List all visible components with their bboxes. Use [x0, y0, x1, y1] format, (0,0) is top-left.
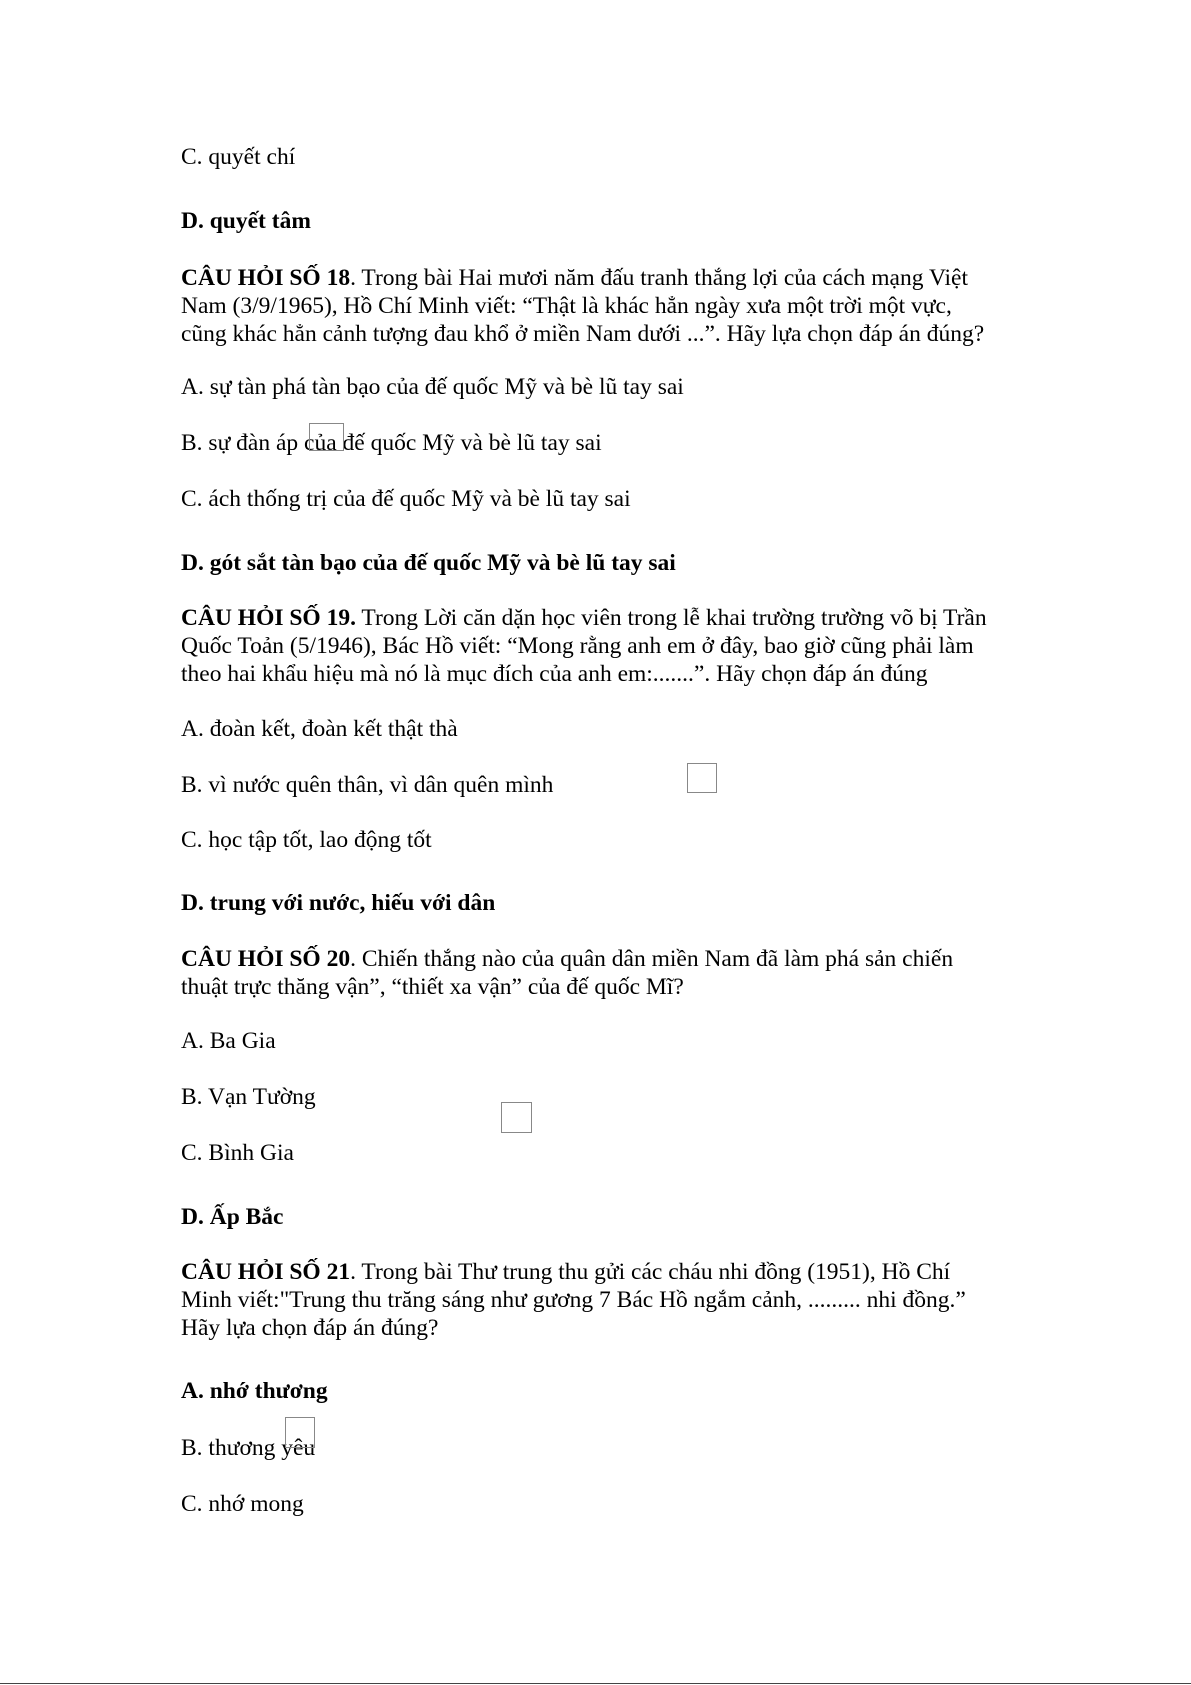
q21-text-line2: Minh viết:"Trung thu trăng sáng như gương 7 Bác Hồ ngắm cảnh, ......... nhi đồng.” [181, 1287, 966, 1313]
q17-option-d-answer: D. quyết tâm [181, 208, 311, 234]
q18-text-line2: Nam (3/9/1965), Hồ Chí Minh viết: “Thật là khác hẳn ngày xưa một trời một vực, [181, 293, 952, 319]
q20-text-1: . Chiến thắng nào của quân dân miền Nam đã làm phá sản chiến [350, 946, 954, 972]
q21-option-b: B. thương yêu [181, 1435, 316, 1461]
q21-text-line1 [181, 1258, 950, 1286]
q17-option-c: C. quyết chí [181, 144, 296, 170]
q18-option-a: A. sự tàn phá tàn bạo của đế quốc Mỹ và bè lũ tay sai [181, 374, 684, 400]
q20-option-b: B. Vạn Tường [181, 1084, 316, 1110]
q20-text-line2: thuật trực thăng vận”, “thiết xa vận” của đế quốc Mĩ? [181, 974, 684, 1000]
page-bottom-border [0, 1683, 1191, 1684]
q19-option-a: A. đoàn kết, đoàn kết thật thà [181, 716, 458, 742]
q18-text-line1 [181, 264, 968, 292]
q19-text-line3: theo hai khẩu hiệu mà nó là mục đích của anh em:.......”. Hãy chọn đáp án đúng [181, 661, 928, 687]
q20-label: CÂU HỎI SỐ 20 [181, 946, 351, 972]
q18-text-line3: cũng khác hẳn cảnh tượng đau khổ ở miền Nam dưới ...”. Hãy lựa chọn đáp án đúng? [181, 321, 985, 347]
checkbox-placeholder-4 [285, 1417, 315, 1448]
q18-option-b: B. sự đàn áp của đế quốc Mỹ và bè lũ tay sai [181, 430, 602, 456]
q19-option-b: B. vì nước quên thân, vì dân quên mình [181, 772, 554, 798]
q20-option-a: A. Ba Gia [181, 1028, 276, 1054]
q21-text-line3: Hãy lựa chọn đáp án đúng? [181, 1315, 439, 1341]
q21-label: CÂU HỎI SỐ 21 [181, 1259, 351, 1285]
q19-option-c: C. học tập tốt, lao động tốt [181, 827, 432, 853]
q21-text-1: . Trong bài Thư trung thu gửi các cháu nhi đồng (1951), Hồ Chí [350, 1259, 951, 1285]
q20-option-c: C. Bình Gia [181, 1140, 294, 1166]
checkbox-placeholder-1 [309, 423, 344, 451]
checkbox-placeholder-2 [687, 763, 717, 793]
q20-option-d-answer: D. Ấp Bắc [181, 1204, 284, 1230]
q18-option-d-answer: D. gót sắt tàn bạo của đế quốc Mỹ và bè lũ tay sai [181, 550, 676, 576]
q18-label: CÂU HỎI SỐ 18 [181, 265, 351, 291]
q21-option-a-answer: A. nhớ thương [181, 1378, 328, 1404]
q20-text-line1 [181, 945, 953, 973]
q19-text-1: Trong Lời căn dặn học viên trong lễ khai trường trường võ bị Trần [355, 605, 987, 631]
q21-option-c: C. nhớ mong [181, 1491, 304, 1517]
q19-text-line2: Quốc Toản (5/1946), Bác Hồ viết: “Mong rằng anh em ở đây, bao giờ cũng phải làm [181, 633, 974, 659]
q18-text-1: . Trong bài Hai mươi năm đấu tranh thắng lợi của cách mạng Việt [350, 265, 968, 291]
q19-option-d-answer: D. trung với nước, hiếu với dân [181, 890, 496, 916]
q19-text-line1 [181, 604, 987, 632]
q18-option-c: C. ách thống trị của đế quốc Mỹ và bè lũ tay sai [181, 486, 631, 512]
q19-label: CÂU HỎI SỐ 19. [181, 605, 356, 631]
checkbox-placeholder-3 [501, 1102, 532, 1133]
